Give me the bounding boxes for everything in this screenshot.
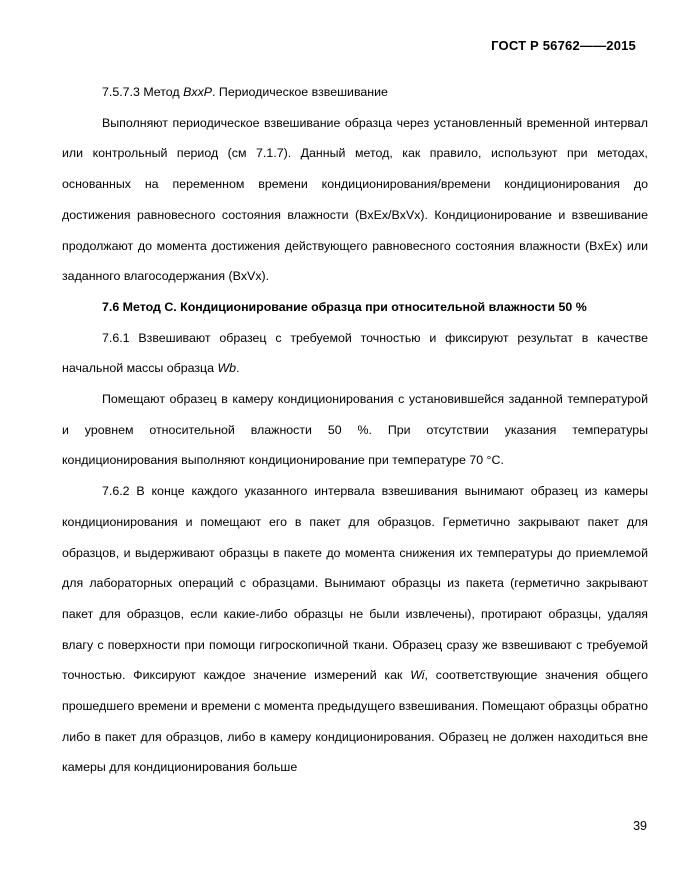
paragraph-periodic-weighing: Выполняют периодическое взвешивание образца через установленный временной интервал или контрольный период (см 7.1.7). Данный метод, как правило, используют при методах, основанных на переменном времени кондиционирования/времени кондиционирования до достижения равновесного состояния влажности (BxEx/BxVx). Кондиционирование и взвешивание продолжают до момента достижения действующего равновесного состояния влажности (BxEx) или заданного влагосодержания (BxVx). (62, 115, 648, 284)
variable-wb: Wb (217, 361, 237, 376)
paragraph-7-5-7-3-heading (62, 77, 648, 108)
paragraph-chamber-placement: Помещают образец в камеру кондиционирования с установившейся заданной температурой и уровнем относительной влажности 50 %. При отсутствии указания температуры кондиционирования выполняют кондиционирование при температуре 70 °С. (62, 392, 648, 468)
text-run: 7.6.2 В конце каждого указанного интервала взвешивания вынимают образец из камеры кондиционирования и помещают его в пакет для образцов. Герметично закрывают пакет для образцов, и выдерживают образцы в пакете до момента снижения их температуры до приемлемой для лабораторных операций с образцами. Вынимают образцы из пакета (герметично закрывают пакет для образцов, если какие-либо образцы не были извлечены), протирают образцы, удаляя влагу с поверхности при помощи гигроскопичной ткани. Образец сразу же взвешивают с требуемой точностью. Фиксируют каждое значение измерений как (62, 484, 648, 683)
document-header: ГОСТ Р 56762——2015 (491, 38, 636, 53)
page-number: 39 (633, 819, 647, 833)
text-run: . Периодическое взвешивание (212, 85, 388, 99)
text-run: 7.6.1 Взвешивают образец с требуемой точностью и фиксируют результат в качестве начальной массы образца (62, 330, 648, 376)
section-7-6-heading: 7.6 Метод C. Кондиционирование образца при относительной влажности 50 % (102, 299, 587, 314)
text-run: . (236, 361, 240, 376)
text-run: 7.5.7.3 Метод (102, 85, 184, 99)
document-body (62, 77, 648, 783)
method-code: BxxP (183, 85, 213, 99)
variable-wi: Wi (410, 668, 425, 683)
paragraph-7-6-1 (62, 323, 648, 384)
text-run: , соответствующие значения общего прошедшего времени и времени с момента предыдущего взвешивания. Помещают образцы обратно либо в пакет для образцов, либо в камеру кондиционирования. Образец не должен находиться вне камеры для кондиционирования больше (62, 668, 648, 775)
paragraph-7-6-2 (62, 476, 648, 783)
